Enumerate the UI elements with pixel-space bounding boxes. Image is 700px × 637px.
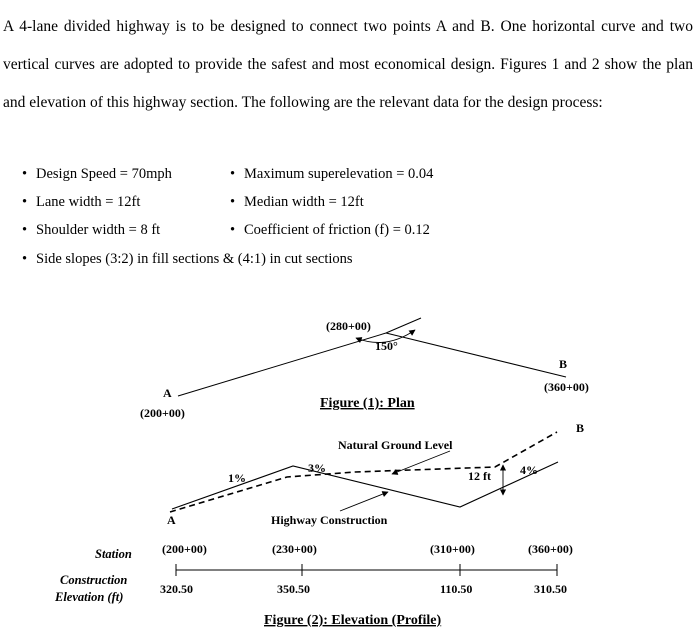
hwy-label: Highway Construction: [271, 513, 388, 527]
figure-1-caption: Figure (1): Plan: [320, 396, 415, 411]
plan-station-b: (360+00): [544, 380, 589, 394]
bullet-median-width: • Median width = 12ft: [230, 194, 364, 210]
plan-tangent-b: [386, 333, 566, 377]
pi-station-label: (280+00): [326, 319, 371, 333]
elevation-value-310: 110.50: [440, 582, 473, 596]
elevation-row-label-2: Elevation (ft): [55, 590, 124, 604]
bullet-side-slopes: • Side slopes (3:2) in fill sections & (4:1) in cut sections: [22, 251, 353, 267]
grade-2-label: 3%: [308, 461, 326, 475]
bullet-lane-width: • Lane width = 12ft: [22, 194, 141, 210]
grade-1-label: 1%: [228, 471, 246, 485]
bullet-shoulder-width: • Shoulder width = 8 ft: [22, 222, 161, 238]
plan-tangent-a: [178, 333, 386, 396]
problem-statement: A 4-lane divided highway is to be designed to connect two points A and B. One horizontal curve and two vertical curves are adopted to provide the safest and most economical design. Figures 1 and 2 show the plan and elevation of this highway section. The following are the relevant data for the design process:: [3, 18, 693, 111]
profile-point-b: B: [576, 421, 585, 435]
elevation-value-360: 310.50: [534, 582, 567, 596]
bullet-friction: • Coefficient of friction (f) = 0.12: [230, 222, 430, 238]
station-label-360: (360+00): [528, 542, 573, 556]
angle-label: 150°: [375, 339, 398, 353]
elevation-value-200: 320.50: [160, 582, 193, 596]
plan-point-b: B: [559, 357, 568, 371]
hwy-leader: [340, 492, 388, 511]
ngl-leader: [392, 451, 450, 474]
bullet-design-speed: • Design Speed = 70mph: [22, 166, 172, 182]
profile-point-a: A: [167, 513, 176, 527]
station-label-230: (230+00): [272, 542, 317, 556]
grade-3-label: 4%: [520, 463, 538, 477]
elevation-value-230: 350.50: [277, 582, 310, 596]
highway-construction-line: [172, 462, 558, 509]
plan-station-a: (200+00): [140, 406, 185, 420]
depth-label: 12 ft: [468, 469, 491, 483]
figure-2-caption: Figure (2): Elevation (Profile): [264, 613, 442, 628]
bullet-max-superelevation: • Maximum superelevation = 0.04: [230, 166, 434, 182]
station-row-label: Station: [95, 547, 132, 561]
figure-1-plan: [140, 318, 589, 420]
figure-2-profile: [54, 421, 584, 628]
elevation-row-label-1: Construction: [60, 573, 128, 587]
plan-extension: [386, 318, 421, 333]
plan-point-a: A: [163, 386, 172, 400]
station-label-200: (200+00): [162, 542, 207, 556]
station-label-310: (310+00): [430, 542, 475, 556]
ngl-label: Natural Ground Level: [338, 438, 453, 452]
